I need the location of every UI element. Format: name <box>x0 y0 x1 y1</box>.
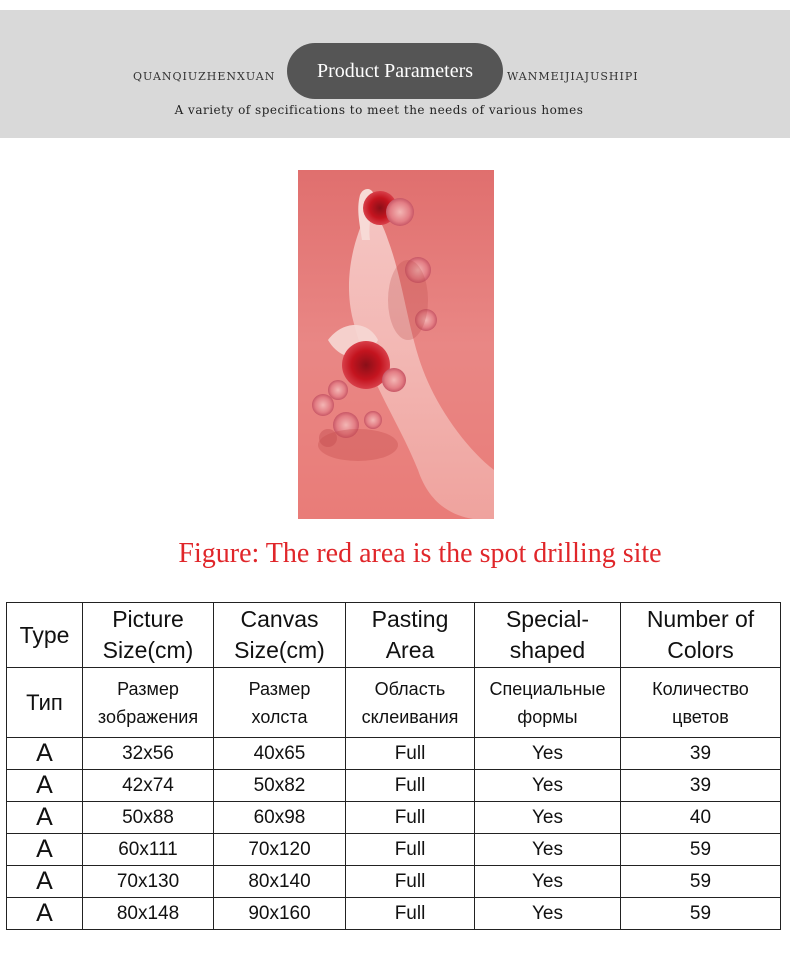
cell-type: A <box>7 802 83 834</box>
table-row <box>7 802 781 834</box>
cell-pasting-area: Full <box>346 834 475 866</box>
cell-canvas-size: 80x140 <box>214 866 346 898</box>
cell-canvas-size: 70x120 <box>214 834 346 866</box>
cell-type: A <box>7 770 83 802</box>
cell-number-of-colors: 59 <box>621 834 781 866</box>
header-picture-size-ru: Размер зображения <box>83 668 214 738</box>
cell-number-of-colors: 39 <box>621 770 781 802</box>
cell-pasting-area: Full <box>346 898 475 930</box>
cell-picture-size: 50x88 <box>83 802 214 834</box>
cell-picture-size: 42x74 <box>83 770 214 802</box>
cell-type: A <box>7 866 83 898</box>
cell-type: A <box>7 834 83 866</box>
tagline: A variety of specifications to meet the needs of various homes <box>174 103 584 117</box>
header-picture-size: Picture Size(cm) <box>83 603 214 668</box>
peacock-painting-svg <box>298 170 494 519</box>
header-special-shaped: Special- shaped <box>475 603 621 668</box>
header-row-english <box>7 603 781 668</box>
cell-picture-size: 70x130 <box>83 866 214 898</box>
cell-pasting-area: Full <box>346 770 475 802</box>
brand-right-text: WANMEIJIAJUSHIPI <box>507 70 639 83</box>
table-row <box>7 898 781 930</box>
cell-special-shaped: Yes <box>475 898 621 930</box>
header-number-of-colors-ru: Количество цветов <box>621 668 781 738</box>
cell-number-of-colors: 59 <box>621 866 781 898</box>
header-pasting-area: Pasting Area <box>346 603 475 668</box>
table-row <box>7 738 781 770</box>
header-pasting-area-ru: Область склеивания <box>346 668 475 738</box>
cell-special-shaped: Yes <box>475 770 621 802</box>
cell-picture-size: 60x111 <box>83 834 214 866</box>
section-title-pill <box>287 43 503 99</box>
brand-left-text: QUANQIUZHENXUAN <box>133 70 276 83</box>
cell-number-of-colors: 39 <box>621 738 781 770</box>
header-canvas-size-ru: Размер холста <box>214 668 346 738</box>
header-canvas-size: Canvas Size(cm) <box>214 603 346 668</box>
header-type-ru: Тип <box>7 668 83 738</box>
cell-picture-size: 32x56 <box>83 738 214 770</box>
cell-canvas-size: 50x82 <box>214 770 346 802</box>
cell-pasting-area: Full <box>346 802 475 834</box>
cell-type: A <box>7 898 83 930</box>
header-type: Type <box>7 603 83 668</box>
cell-type: A <box>7 738 83 770</box>
header-row-russian <box>7 668 781 738</box>
header-number-of-colors: Number of Colors <box>621 603 781 668</box>
cell-canvas-size: 60x98 <box>214 802 346 834</box>
cell-picture-size: 80x148 <box>83 898 214 930</box>
cell-special-shaped: Yes <box>475 802 621 834</box>
peacock-painting-image <box>298 170 494 519</box>
cell-number-of-colors: 59 <box>621 898 781 930</box>
product-parameters-table <box>6 602 781 930</box>
cell-special-shaped: Yes <box>475 738 621 770</box>
section-title: Product Parameters <box>316 59 474 82</box>
cell-special-shaped: Yes <box>475 834 621 866</box>
cell-canvas-size: 40x65 <box>214 738 346 770</box>
table-row <box>7 866 781 898</box>
table-row <box>7 834 781 866</box>
figure-caption: Figure: The red area is the spot drilling site <box>178 538 662 569</box>
cell-number-of-colors: 40 <box>621 802 781 834</box>
cell-special-shaped: Yes <box>475 866 621 898</box>
header-banner <box>0 10 790 138</box>
header-special-shaped-ru: Специальные формы <box>475 668 621 738</box>
table-row <box>7 770 781 802</box>
cell-pasting-area: Full <box>346 866 475 898</box>
cell-canvas-size: 90x160 <box>214 898 346 930</box>
cell-pasting-area: Full <box>346 738 475 770</box>
